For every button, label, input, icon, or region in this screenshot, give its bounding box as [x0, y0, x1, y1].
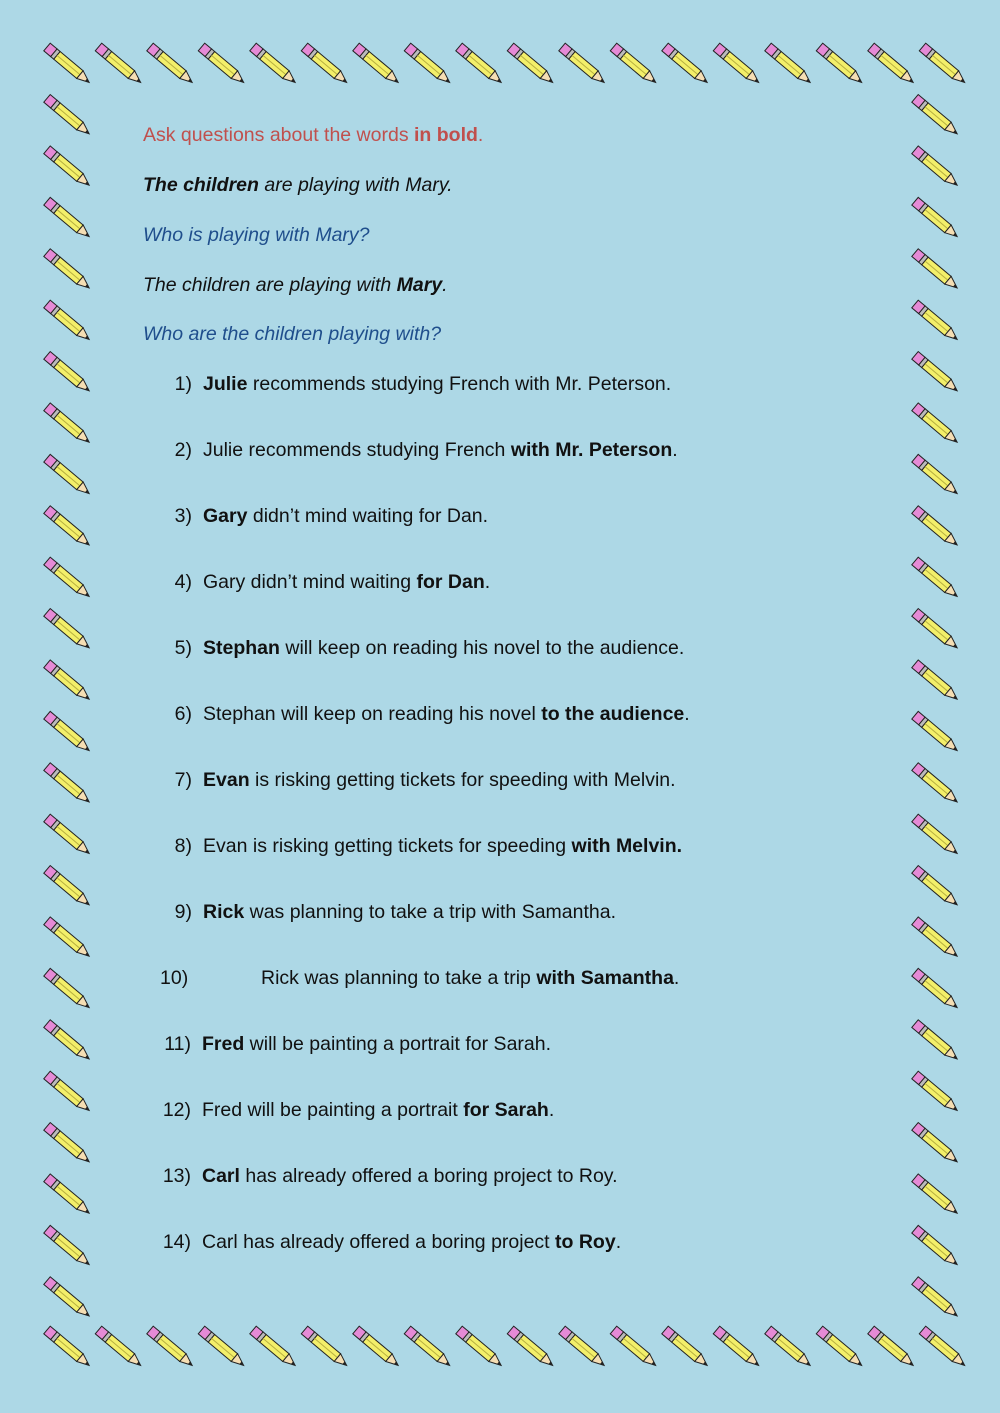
sentence-post: was planning to take a trip with Samantha. — [244, 901, 616, 923]
exercise-number: 4) — [174, 571, 192, 593]
exercise-number: 3) — [174, 505, 192, 527]
sentence-bold: for Dan — [416, 571, 485, 593]
sentence-bold: with Samantha — [536, 967, 674, 989]
sentence-bold: to the audience — [541, 703, 685, 725]
exercise-sentence — [203, 834, 682, 858]
sentence-post: has already offered a boring project to Roy. — [239, 1165, 618, 1187]
exercise-sentence — [202, 1230, 621, 1254]
example-sentence-2 — [143, 273, 448, 297]
sentence-post: will be painting a portrait for Sarah. — [244, 1033, 552, 1055]
exercise-number: 10) — [160, 967, 189, 989]
sentence-post: . — [684, 703, 690, 725]
sentence-bold: Julie — [203, 373, 248, 395]
sentence-post: recommends studying French with Mr. Peterson. — [247, 373, 672, 395]
instruction-line — [143, 123, 483, 147]
example-2-pre: The children are playing with — [143, 274, 397, 296]
sentence-pre: Evan is risking getting tickets for speeding — [203, 835, 572, 857]
example-answer-1: Who is playing with Mary? — [143, 224, 370, 246]
exercise-sentence — [261, 966, 679, 990]
exercise-number: 12) — [162, 1099, 191, 1121]
exercise-sentence — [203, 372, 671, 396]
exercise-number: 11) — [164, 1033, 191, 1055]
exercise-sentence — [202, 1164, 618, 1188]
sentence-post: . — [484, 571, 491, 593]
sentence-bold: with Melvin. — [571, 835, 683, 857]
sentence-pre: Stephan will keep on reading his novel — [203, 703, 542, 725]
example-1-bold: The children — [143, 174, 259, 196]
exercise-sentence — [202, 1032, 551, 1056]
sentence-bold: Carl — [202, 1165, 240, 1187]
instruction-end: . — [477, 124, 484, 146]
sentence-post: will keep on reading his novel to the audience. — [279, 637, 685, 659]
exercise-number: 14) — [162, 1231, 191, 1253]
exercise-sentence — [203, 702, 690, 726]
sentence-pre: Gary didn’t mind waiting — [203, 571, 417, 593]
example-1-rest: are playing with Mary. — [258, 174, 453, 196]
sentence-post: didn’t mind waiting for Dan. — [247, 505, 489, 527]
sentence-post: . — [672, 439, 678, 461]
sentence-post: . — [673, 967, 680, 989]
exercise-number: 13) — [162, 1165, 191, 1187]
example-sentence-1 — [143, 173, 453, 197]
sentence-bold: with Mr. Peterson — [510, 439, 673, 461]
instruction-bold: in bold — [414, 124, 478, 146]
sentence-pre: Julie recommends studying French — [203, 439, 511, 461]
example-2-end: . — [442, 274, 448, 296]
sentence-bold: Rick — [203, 901, 245, 923]
instruction-text: Ask questions about the words — [143, 124, 414, 146]
sentence-bold: Evan — [203, 769, 250, 791]
example-2-bold: Mary — [396, 274, 443, 296]
exercise-number: 1) — [174, 373, 192, 395]
sentence-bold: Stephan — [203, 637, 280, 659]
exercise-number: 8) — [174, 835, 192, 857]
exercise-sentence — [203, 768, 676, 792]
sentence-bold: to Roy — [555, 1231, 616, 1253]
exercise-sentence — [203, 504, 488, 528]
sentence-post: . — [615, 1231, 622, 1253]
example-answer-2: Who are the children playing with? — [143, 323, 442, 345]
sentence-bold: for Sarah — [463, 1099, 549, 1121]
sentence-post: is risking getting tickets for speeding with Melvin. — [249, 769, 676, 791]
sentence-pre: Carl has already offered a boring project — [202, 1231, 556, 1253]
exercise-number: 6) — [174, 703, 192, 725]
exercise-sentence — [203, 900, 616, 924]
exercise-sentence — [203, 570, 490, 594]
sentence-bold: Fred — [202, 1033, 245, 1055]
exercise-number: 5) — [174, 637, 192, 659]
exercise-sentence — [203, 438, 678, 462]
sentence-post: . — [548, 1099, 555, 1121]
sentence-pre: Rick was planning to take a trip — [261, 967, 537, 989]
exercise-number: 2) — [174, 439, 192, 461]
exercise-sentence — [203, 636, 684, 660]
sentence-pre: Fred will be painting a portrait — [202, 1099, 464, 1121]
sentence-bold: Gary — [203, 505, 248, 527]
exercise-number: 7) — [174, 769, 192, 791]
exercise-sentence — [202, 1098, 554, 1122]
exercise-number: 9) — [174, 901, 192, 923]
